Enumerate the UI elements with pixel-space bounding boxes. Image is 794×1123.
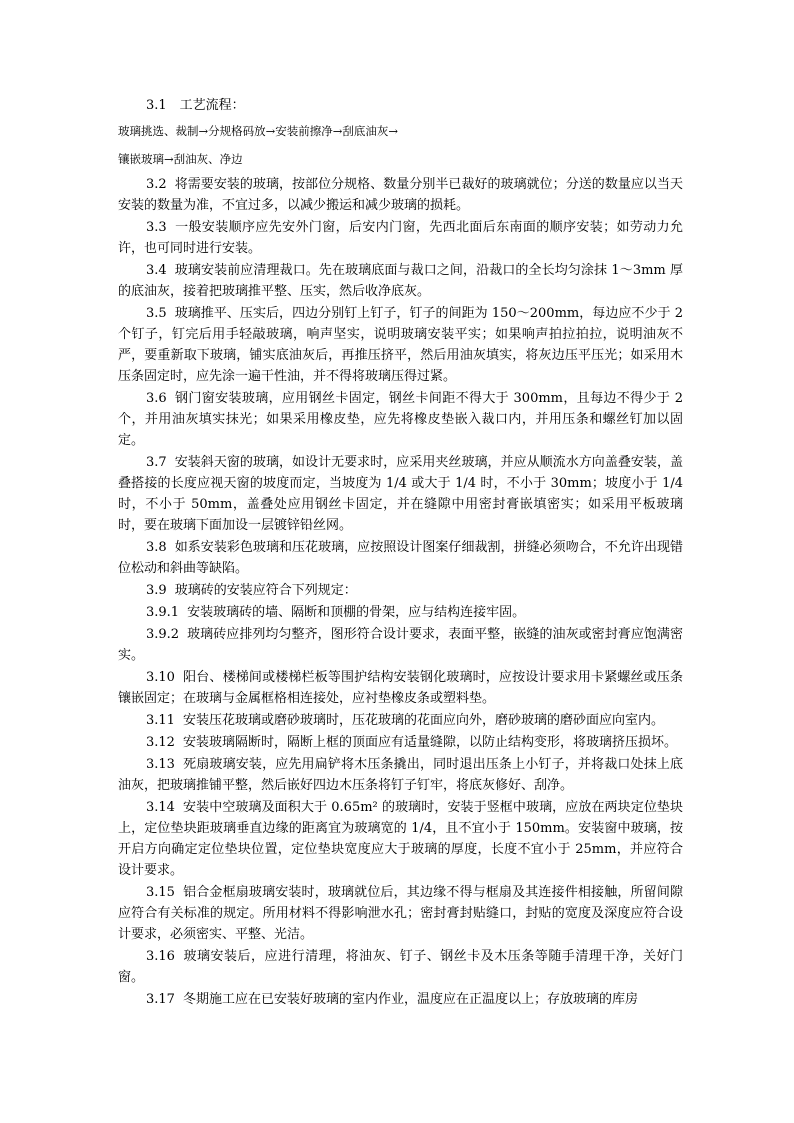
document-page <box>118 96 683 1011</box>
process-flow-line-2: 镶嵌玻璃→刮油灰、净边 <box>118 152 243 166</box>
paragraph: 3.9 玻璃砖的安装应符合下列规定： <box>146 583 357 598</box>
paragraph: 3.16 玻璃安装后，应进行清理，将油灰、钉子、钢丝卡及木压条等随手清理干净，关好门窗。 <box>118 949 683 985</box>
paragraph: 3.4 玻璃安装前应清理裁口。先在玻璃底面与裁口之间，沿裁口的全长均匀涂抹 1～3mm 厚的底油灰，接着把玻璃推平整、压实，然后收净底灰。 <box>118 263 683 299</box>
paragraph: 3.10 阳台、楼梯间或楼梯栏板等围护结构安装钢化玻璃时，应按设计要求用卡紧螺丝或压条镶嵌固定；在玻璃与金属框格相连接处，应衬垫橡皮条或塑料垫。 <box>118 670 683 706</box>
paragraph: 3.3 一般安装顺序应先安外门窗，后安内门窗，先西北面后东南面的顺序安装；如劳动力允许，也可同时进行安装。 <box>118 220 683 256</box>
paragraph: 3.13 死扇玻璃安装，应先用扁铲将木压条撬出，同时退出压条上小钉子，并将裁口处抹上底油灰，把玻璃推铺平整，然后嵌好四边木压条将钉子钉牢，将底灰修好、刮净。 <box>118 757 683 793</box>
section-heading: 3.1 工艺流程： <box>146 98 245 113</box>
paragraph: 3.9.2 玻璃砖应排列均匀整齐，图形符合设计要求，表面平整，嵌缝的油灰或密封膏应饱满密实。 <box>118 627 683 663</box>
paragraph: 3.8 如系安装彩色玻璃和压花玻璃，应按照设计图案仔细裁割，拼缝必须吻合，不允许出现错位松动和斜曲等缺陷。 <box>118 540 683 576</box>
paragraph: 3.14 安装中空玻璃及面积大于 0.65m² 的玻璃时，安装于竖框中玻璃，应放在两块定位垫块上，定位垫块距玻璃垂直边缘的距离宜为玻璃宽的 1/4，且不宜小于 150mm。安装窗中玻璃，按开启方向确定定位垫块位置，定位垫块宽度应大于玻璃的厚度，长度不宜小于 25mm，并应符合设计要求。 <box>118 800 683 878</box>
paragraph: 3.11 安装压花玻璃或磨砂玻璃时，压花玻璃的花面应向外，磨砂玻璃的磨砂面应向室内。 <box>146 713 664 728</box>
process-flow-line-1: 玻璃挑选、裁制→分规格码放→安装前擦净→刮底油灰→ <box>118 124 399 138</box>
paragraph: 3.17 冬期施工应在已安装好玻璃的室内作业，温度应在正温度以上；存放玻璃的库房 <box>146 992 638 1007</box>
paragraph: 3.9.1 安装玻璃砖的墙、隔断和顶棚的骨架，应与结构连接牢固。 <box>146 605 526 620</box>
paragraph: 3.15 铝合金框扇玻璃安装时，玻璃就位后，其边缘不得与框扇及其连接件相接触，所留间隙应符合有关标准的规定。所用材料不得影响泄水孔；密封膏封贴缝口，封贴的宽度及深度应符合设计要求，必须密实、平整、光洁。 <box>118 885 683 942</box>
paragraph: 3.12 安装玻璃隔断时，隔断上框的顶面应有适量缝隙，以防止结构变形，将玻璃挤压损坏。 <box>146 735 677 750</box>
paragraph: 3.2 将需要安装的玻璃，按部位分规格、数量分别半已裁好的玻璃就位；分送的数量应以当天安装的数量为准，不宜过多，以减少搬运和减少玻璃的损耗。 <box>118 177 683 213</box>
paragraph: 3.5 玻璃推平、压实后，四边分别钉上钉子，钉子的间距为 150～200mm，每边应不少于 2 个钉子，钉完后用手轻敲玻璃，响声坚实，说明玻璃安装平实；如果响声拍拉拍拉，说明油灰不严，要重新取下玻璃，铺实底油灰后，再推压挤平，然后用油灰填实，将灰边压平压光；如采用木压条固定时，应先涂一遍干性油，并不得将玻璃压得过紧。 <box>118 306 683 384</box>
paragraph: 3.7 安装斜天窗的玻璃，如设计无要求时，应采用夹丝玻璃，并应从顺流水方向盖叠安装，盖叠搭接的长度应视天窗的坡度而定，当坡度为 1/4 或大于 1/4 时，不小于 30mm；坡度小于 1/4 时，不小于 50mm，盖叠处应用钢丝卡固定，并在缝隙中用密封膏嵌填密实；如采用平板玻璃时，要在玻璃下面加设一层镀锌铅丝网。 <box>118 455 683 533</box>
paragraph-list <box>118 174 683 1010</box>
paragraph: 3.6 钢门窗安装玻璃，应用钢丝卡固定，钢丝卡间距不得大于 300mm，且每边不得少于 2 个，并用油灰填实抹光；如果采用橡皮垫，应先将橡皮垫嵌入裁口内，并用压条和螺丝钉加以固定。 <box>118 391 683 448</box>
